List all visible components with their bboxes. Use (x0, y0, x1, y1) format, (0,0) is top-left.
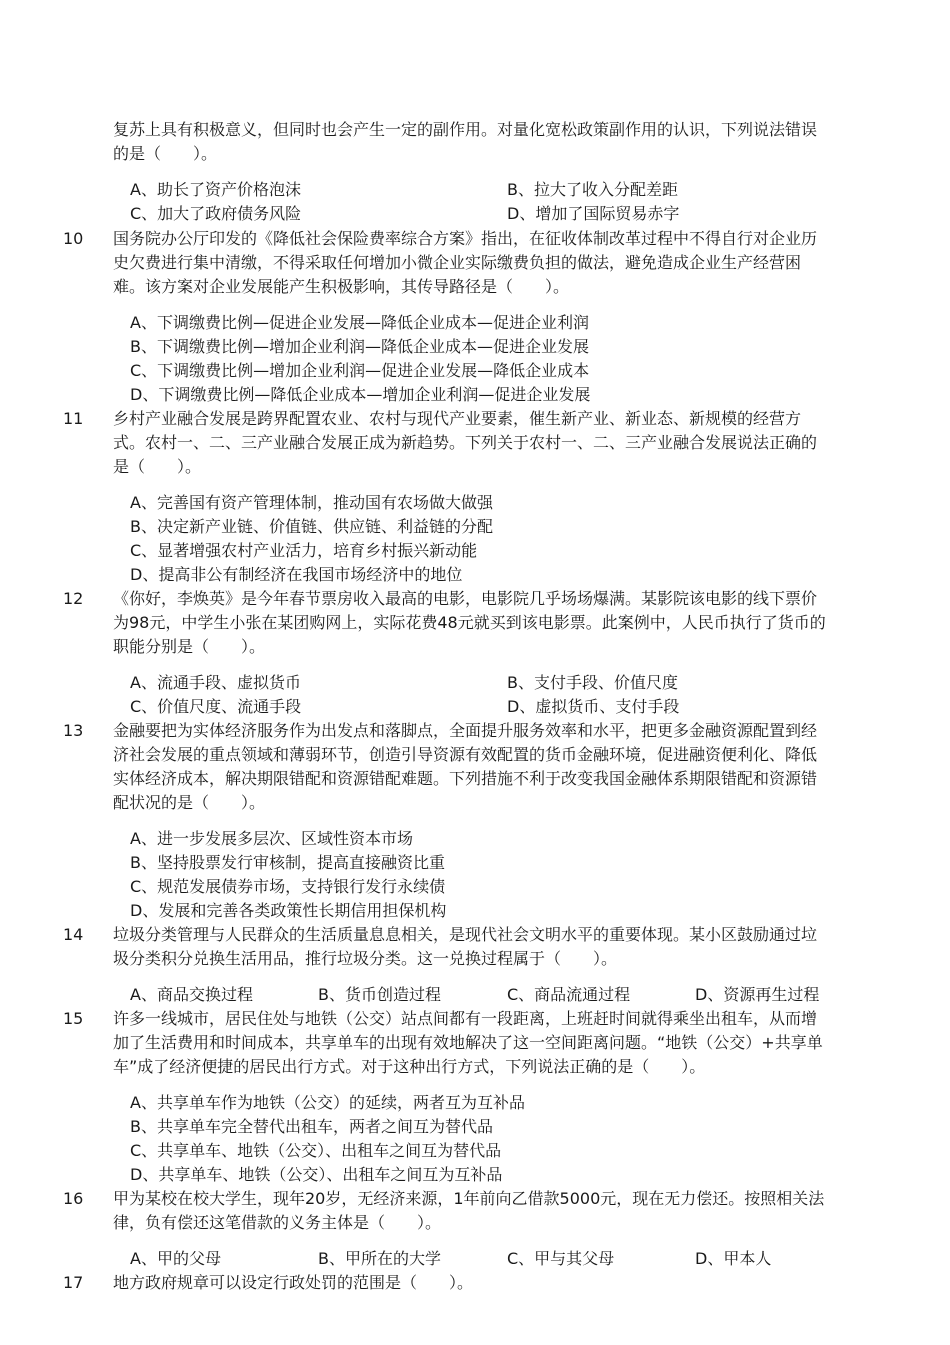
option-c: C、规范发展债券市场，支持银行发行永续债 (130, 877, 446, 896)
question-number: 16 (63, 1189, 84, 1208)
option-b: B、货币创造过程 (318, 985, 441, 1004)
option-a: A、完善国有资产管理体制，推动国有农场做大做强 (130, 493, 493, 512)
option-d: D、提高非公有制经济在我国市场经济中的地位 (130, 565, 463, 584)
question-line: 难。该方案对企业发展能产生积极影响，其传导路径是（ ）。 (113, 277, 570, 296)
option-b: B、下调缴费比例—增加企业利润—降低企业成本—促进企业发展 (130, 337, 589, 356)
option-a: A、流通手段、虚拟货币 (130, 673, 301, 692)
question-number: 12 (63, 589, 84, 608)
question-number: 10 (63, 229, 84, 248)
question-line: 为98元，中学生小张在某团购网上，实际花费48元就买到该电影票。此案例中，人民币执行了货币的 (113, 613, 826, 632)
question-line: 式。农村一、二、三产业融合发展正成为新趋势。下列关于农村一、二、三产业融合发展说法正确的 (113, 433, 818, 452)
question-line: 地方政府规章可以设定行政处罚的范围是（ ）。 (113, 1273, 474, 1292)
option-c: C、价值尺度、流通手段 (130, 697, 302, 716)
option-d: D、共享单车、地铁（公交）、出租车之间互为互补品 (130, 1165, 503, 1184)
question-line: 实体经济成本，解决期限错配和资源错配难题。下列措施不利于改变我国金融体系期限错配和资源错 (113, 769, 818, 788)
question-line: 乡村产业融合发展是跨界配置农业、农村与现代产业要素，催生新产业、新业态、新规模的经营方 (113, 409, 802, 428)
option-c: C、商品流通过程 (507, 985, 631, 1004)
option-a: A、进一步发展多层次、区域性资本市场 (130, 829, 413, 848)
option-a: A、下调缴费比例—促进企业发展—降低企业成本—促进企业利润 (130, 313, 589, 332)
option-c: C、下调缴费比例—增加企业利润—促进企业发展—降低企业成本 (130, 361, 590, 380)
option-b: B、支付手段、价值尺度 (507, 673, 678, 692)
question-number: 13 (63, 721, 84, 740)
option-c: C、共享单车、地铁（公交）、出租车之间互为替代品 (130, 1141, 502, 1160)
question-line: 是（ ）。 (113, 457, 202, 476)
question-line: 《你好，李焕英》是今年春节票房收入最高的电影，电影院几乎场场爆满。某影院该电影的线下票价 (113, 589, 818, 608)
question-line: 金融要把为实体经济服务作为出发点和落脚点，全面提升服务效率和水平，把更多金融资源配置到经 (113, 721, 818, 740)
question-continuation-line: 复苏上具有积极意义，但同时也会产生一定的副作用。对量化宽松政策副作用的认识，下列说法错误 (113, 120, 818, 139)
option-a: A、商品交换过程 (130, 985, 253, 1004)
question-line: 车”成了经济便捷的居民出行方式。对于这种出行方式，下列说法正确的是（ ）。 (113, 1057, 706, 1076)
option-d: D、资源再生过程 (695, 985, 820, 1004)
question-line: 律，负有偿还这笔借款的义务主体是（ ）。 (113, 1213, 442, 1232)
option-a: A、甲的父母 (130, 1249, 221, 1268)
option-a: A、助长了资产价格泡沫 (130, 180, 301, 199)
option-c: C、显著增强农村产业活力，培育乡村振兴新动能 (130, 541, 478, 560)
question-line: 济社会发展的重点领域和薄弱环节，创造引导资源有效配置的货币金融环境，促进融资便利化、降低 (113, 745, 818, 764)
question-line: 许多一线城市，居民住处与地铁（公交）站点间都有一段距离，上班赶时间就得乘坐出租车，从而增 (113, 1009, 818, 1028)
option-b: B、甲所在的大学 (318, 1249, 441, 1268)
option-b: B、拉大了收入分配差距 (507, 180, 678, 199)
option-b: B、共享单车完全替代出租车，两者之间互为替代品 (130, 1117, 493, 1136)
question-continuation-line: 的是（ ）。 (113, 144, 218, 163)
option-d: D、发展和完善各类政策性长期信用担保机构 (130, 901, 447, 920)
question-line: 职能分别是（ ）。 (113, 637, 266, 656)
option-d: D、下调缴费比例—降低企业成本—增加企业利润—促进企业发展 (130, 385, 591, 404)
option-d: D、增加了国际贸易赤字 (507, 204, 680, 223)
option-d: D、甲本人 (695, 1249, 772, 1268)
question-line: 圾分类积分兑换生活用品，推行垃圾分类。这一兑换过程属于（ ）。 (113, 949, 618, 968)
question-line: 加了生活费用和时间成本，共享单车的出现有效地解决了这一空间距离问题。“地铁（公交）+共享单 (113, 1033, 823, 1052)
question-line: 垃圾分类管理与人民群众的生活质量息息相关，是现代社会文明水平的重要体现。某小区鼓励通过垃 (113, 925, 818, 944)
question-line: 国务院办公厅印发的《降低社会保险费率综合方案》指出，在征收体制改革过程中不得自行对企业历 (113, 229, 818, 248)
question-number: 15 (63, 1009, 84, 1028)
option-b: B、坚持股票发行审核制，提高直接融资比重 (130, 853, 445, 872)
question-line: 史欠费进行集中清缴，不得采取任何增加小微企业实际缴费负担的做法，避免造成企业生产经营困 (113, 253, 802, 272)
question-line: 甲为某校在校大学生，现年20岁，无经济来源，1年前向乙借款5000元，现在无力偿还。按照相关法 (113, 1189, 825, 1208)
option-d: D、虚拟货币、支付手段 (507, 697, 680, 716)
question-number: 14 (63, 925, 84, 944)
question-line: 配状况的是（ ）。 (113, 793, 266, 812)
option-a: A、共享单车作为地铁（公交）的延续，两者互为互补品 (130, 1093, 525, 1112)
question-number: 11 (63, 409, 84, 428)
option-c: C、甲与其父母 (507, 1249, 615, 1268)
option-b: B、决定新产业链、价值链、供应链、利益链的分配 (130, 517, 493, 536)
option-c: C、加大了政府债务风险 (130, 204, 302, 223)
question-number: 17 (63, 1273, 84, 1292)
